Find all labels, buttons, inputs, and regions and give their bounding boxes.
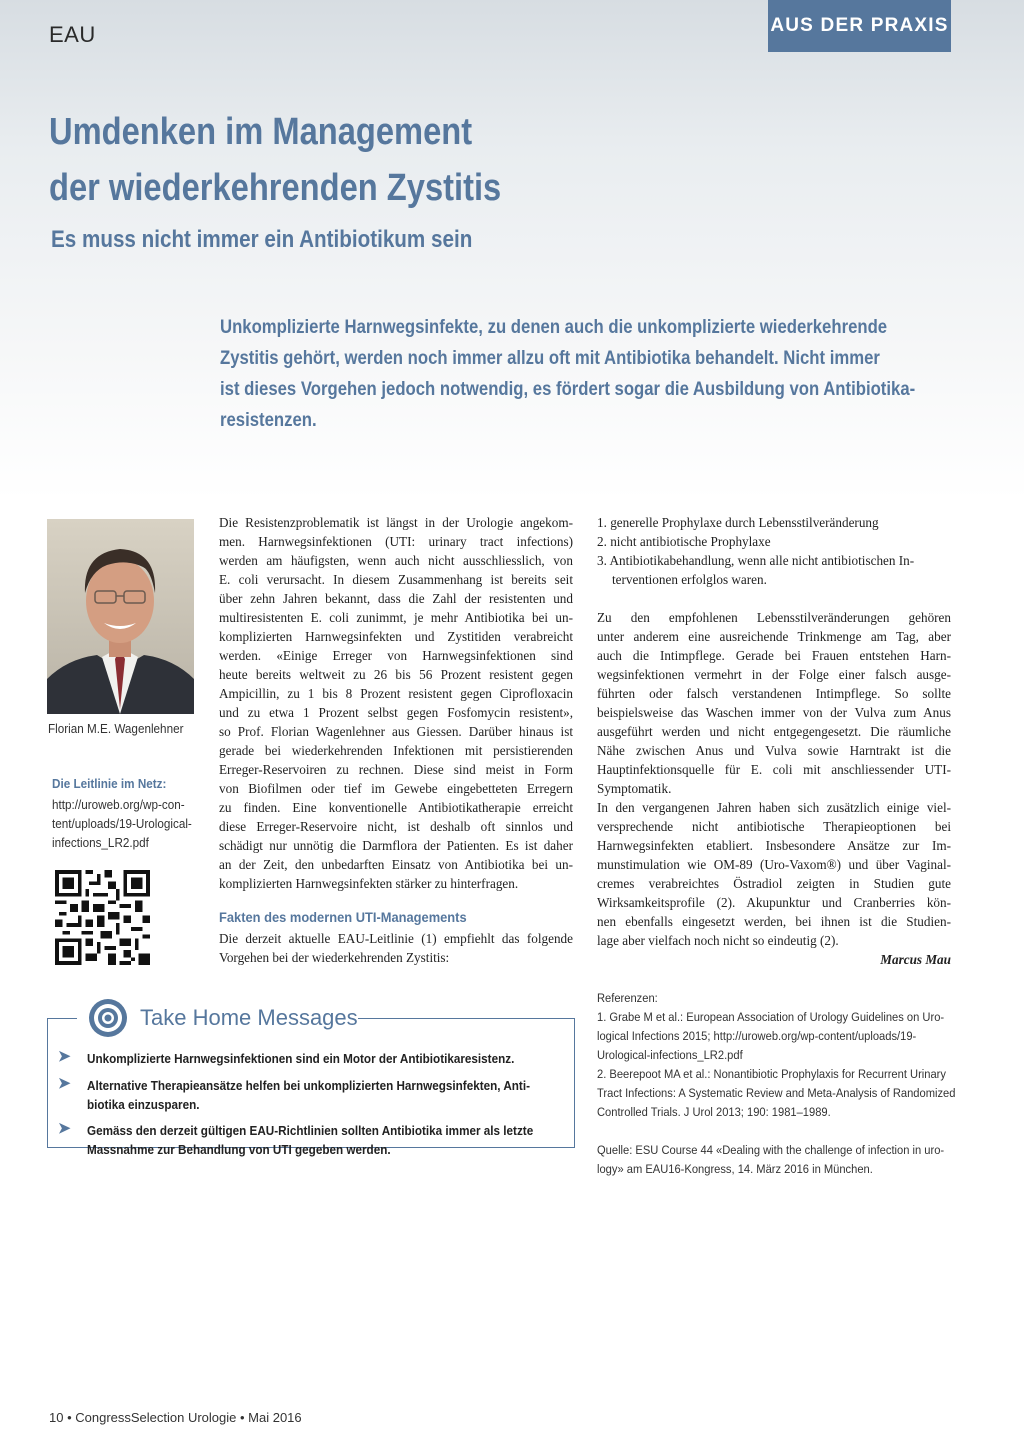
body-column-1 <box>219 513 573 967</box>
text-line: Ampicillin, zu 1 bis 8 Prozent resistent gegen Ciprofloxacin <box>219 686 573 701</box>
title-line: Umdenken im Management <box>49 111 473 153</box>
section-subheading: Fakten des modernen UTI-Managements <box>219 909 467 925</box>
lead-line: resistenzen. <box>220 410 317 431</box>
references-heading: Referenzen: <box>597 991 658 1005</box>
text-line: Vorgehen bei der wiederkehrenden Zystitis: <box>219 950 450 965</box>
category-tag: AUS DER PRAXIS <box>768 0 951 52</box>
text-line: so Prof. Florian Wagenlehner aus Giessen. Darüber hinaus ist <box>219 724 573 739</box>
photo-caption: Florian M.E. Wagenlehner <box>48 721 184 736</box>
box-border <box>358 1018 574 1019</box>
text-line: Quelle: ESU Course 44 «Dealing with the challenge of infection in uro- <box>597 1143 945 1157</box>
text-line: In den vergangenen Jahren haben sich zusätzlich einige viel- <box>597 800 951 815</box>
box-border <box>47 1018 77 1019</box>
lead-line: ist dieses Vorgehen jedoch notwendig, es fördert sogar die Ausbildung von Antibiotika- <box>220 379 916 400</box>
text-line: komplizierten Harnwegsinfekten stärker zu hinterfragen. <box>219 876 519 891</box>
body-paragraph <box>219 513 573 893</box>
text-line: werden. «Einige Erreger von Harnwegsinfektionen sind <box>219 648 573 663</box>
text-line: schädigt nur unnötig die Darmflora der Patienten. Es ist daher <box>219 838 573 853</box>
text-line: Nähe zwischen Anus und Vulva sowie Harntrakt ist die <box>597 743 951 758</box>
text-line: auch die Intimpflege. Gerade bei Frauen entstehen Harn- <box>597 648 951 663</box>
take-home-title: Take Home Messages <box>140 1005 358 1030</box>
list-item: terventionen erfolglos waren. <box>612 572 767 587</box>
text-line: an der Zeit, den unbedarften Einsatz von Antibiotika bei un- <box>219 857 573 872</box>
page-footer: 10 • CongressSelection Urologie • Mai 2016 <box>49 1410 302 1425</box>
author-name: Marcus Mau <box>880 952 951 967</box>
arrow-bullet-icon: ➤ <box>58 1120 71 1137</box>
text-line: cremes verabreichtes Östradiol zeigten in Studien gute <box>597 876 951 891</box>
lead-line: Unkomplizierte Harnwegsinfekte, zu denen auch die unkomplizierte wiederkehrende <box>220 317 888 338</box>
lead-line: Zystitis gehört, werden noch immer allzu oft mit Antibiotika behandelt. Nicht immer <box>220 348 880 369</box>
text-line: men. Harnwegsinfektionen (UTI: urinary tract infections) <box>219 534 573 549</box>
text-line: Symptomatik. <box>597 781 672 796</box>
url-line: http://uroweb.org/wp-con- <box>52 797 185 812</box>
url-line: infections_LR2.pdf <box>52 835 149 850</box>
text-line: führten oder falsch verstandenen Intimpflege. So sollte <box>597 686 951 701</box>
references <box>597 989 956 1179</box>
body-paragraph <box>597 608 951 798</box>
list-item: 2. nicht antibiotische Prophylaxe <box>597 534 771 549</box>
guideline-url[interactable] <box>52 795 192 852</box>
url-line: tent/uploads/19-Urological- <box>52 816 192 831</box>
text-line: wegsinfektionen vermehrt in der Folge einer falsch ausge- <box>597 667 951 682</box>
text-line: 1. Grabe M et al.: European Association of Urology Guidelines on Uro- <box>597 1010 945 1024</box>
text-line: munstimulation wie OM-89 (Uro-Vaxom®) und über Vaginal- <box>597 857 951 872</box>
message-line: Massnahme zur Behandlung von UTI gegeben werden. <box>87 1142 391 1157</box>
text-line: Urological-infections_LR2.pdf <box>597 1048 743 1062</box>
text-line: logy» am EAU16-Kongress, 14. März 2016 in München. <box>597 1162 873 1176</box>
text-line: multiresistenten E. coli zunimmt, je mehr Antibiotika bei un- <box>219 610 573 625</box>
list-item: 1. generelle Prophylaxe durch Lebensstilveränderung <box>597 515 879 530</box>
body-paragraph <box>597 798 951 950</box>
text-line: unter anderem eine ausreichende Trinkmenge am Tag, aber <box>597 629 951 644</box>
text-line: und zu etwa 1 Prozent selbst gegen Fosfomycin resistent», <box>219 705 573 720</box>
text-line: Die derzeit aktuelle EAU-Leitlinie (1) empfiehlt das folgende <box>219 931 573 946</box>
title-line: der wiederkehrenden Zystitis <box>49 167 502 209</box>
text-line: diese Erreger-Reservoire nicht, ist deshalb oft sinnlos und <box>219 819 573 834</box>
text-line: beispielsweise das Waschen immer von der Vulva zum Anus <box>597 705 951 720</box>
message-line: Alternative Therapieansätze helfen bei unkomplizierten Harnwegsinfekten, Anti- <box>87 1078 530 1093</box>
text-line: Harnwegsinfekten etabliert. Insbesondere Ansätze zur Im- <box>597 838 951 853</box>
article-title <box>49 104 599 216</box>
text-line: nen ebenfalls eingesetzt werden, bei ihnen ist die Studien- <box>597 914 951 929</box>
text-line: werden am häufigsten, wenn auch nicht ausschliesslich, von <box>219 553 573 568</box>
recommendation-list <box>597 513 951 589</box>
source-note <box>597 1141 951 1179</box>
text-line: 2. Beerepoot MA et al.: Nonantibiotic Prophylaxis for Recurrent Urinary <box>597 1067 946 1081</box>
text-line: Die Resistenzproblematik ist längst in der Urologie angekom- <box>219 515 573 530</box>
text-line: gerade bei wiederkehrenden Infektionen mit persistierenden <box>219 743 573 758</box>
list-item: 3. Antibiotikabehandlung, wenn alle nicht antibiotischen In- <box>597 553 915 568</box>
text-line: von Biofilmen oder tief im Gewebe eingebetteten Erregern <box>219 781 573 796</box>
author-photo <box>47 519 194 714</box>
qr-code-icon[interactable] <box>55 870 150 965</box>
body-column-2 <box>597 513 951 969</box>
reference-list <box>597 1008 956 1122</box>
message-line: Unkomplizierte Harnwegsinfektionen sind ein Motor der Antibiotikaresistenz. <box>87 1051 515 1066</box>
text-line: ausgeführt werden und nicht entgegengesetzt. Die räumliche <box>597 724 951 739</box>
arrow-bullet-icon: ➤ <box>58 1048 71 1065</box>
text-line: Zu den empfohlenen Lebensstilveränderungen gehören <box>597 610 951 625</box>
text-line: Tract Infections: A Systematic Review and Meta-Analysis of Randomized <box>597 1086 956 1100</box>
text-line: zu finden. Eine konventionelle Antibiotikatherapie erreicht <box>219 800 573 815</box>
target-icon <box>87 997 129 1039</box>
text-line: versprechende nicht antibiotische Therapieoptionen bei <box>597 819 951 834</box>
text-line: lage aber vielfach noch nicht so eindeutig (2). <box>597 933 839 948</box>
text-line: logical Infections 2015; http://uroweb.org/wp-content/uploads/19- <box>597 1029 917 1043</box>
lead-paragraph <box>220 312 950 436</box>
message-line: biotika einzusparen. <box>87 1097 200 1112</box>
text-line: über zehn Jahren bekannt, dass die Zahl der resistenten und <box>219 591 573 606</box>
article-subtitle: Es muss nicht immer ein Antibiotikum sein <box>51 226 473 253</box>
text-line: Erreger-Reservoiren zu rechnen. Diese sind meist in Form <box>219 762 573 777</box>
text-line: heute bereits weltweit zu 26 bis 56 Prozent resistent gegen <box>219 667 573 682</box>
text-line: Hauptinfektionsquelle für E. coli mit anschliessender UTI- <box>597 762 951 777</box>
text-line: komplizierten Harnwegsinfekten und Zystitiden verabreicht <box>219 629 573 644</box>
guideline-heading: Die Leitlinie im Netz: <box>52 776 167 791</box>
portrait-illustration <box>47 519 194 714</box>
text-line: Wirksamkeitsprofile (2). Akupunktur und Cranberries kön- <box>597 895 951 910</box>
message-line: Gemäss den derzeit gültigen EAU-Richtlinien sollten Antibiotika immer als letzte <box>87 1123 534 1138</box>
text-line: Controlled Trials. J Urol 2013; 190: 1981–1989. <box>597 1105 831 1119</box>
body-paragraph <box>219 929 573 967</box>
text-line: E. coli verursacht. In diesem Zusammenhang ist bereits seit <box>219 572 573 587</box>
section-label: EAU <box>49 22 96 47</box>
arrow-bullet-icon: ➤ <box>58 1075 71 1092</box>
